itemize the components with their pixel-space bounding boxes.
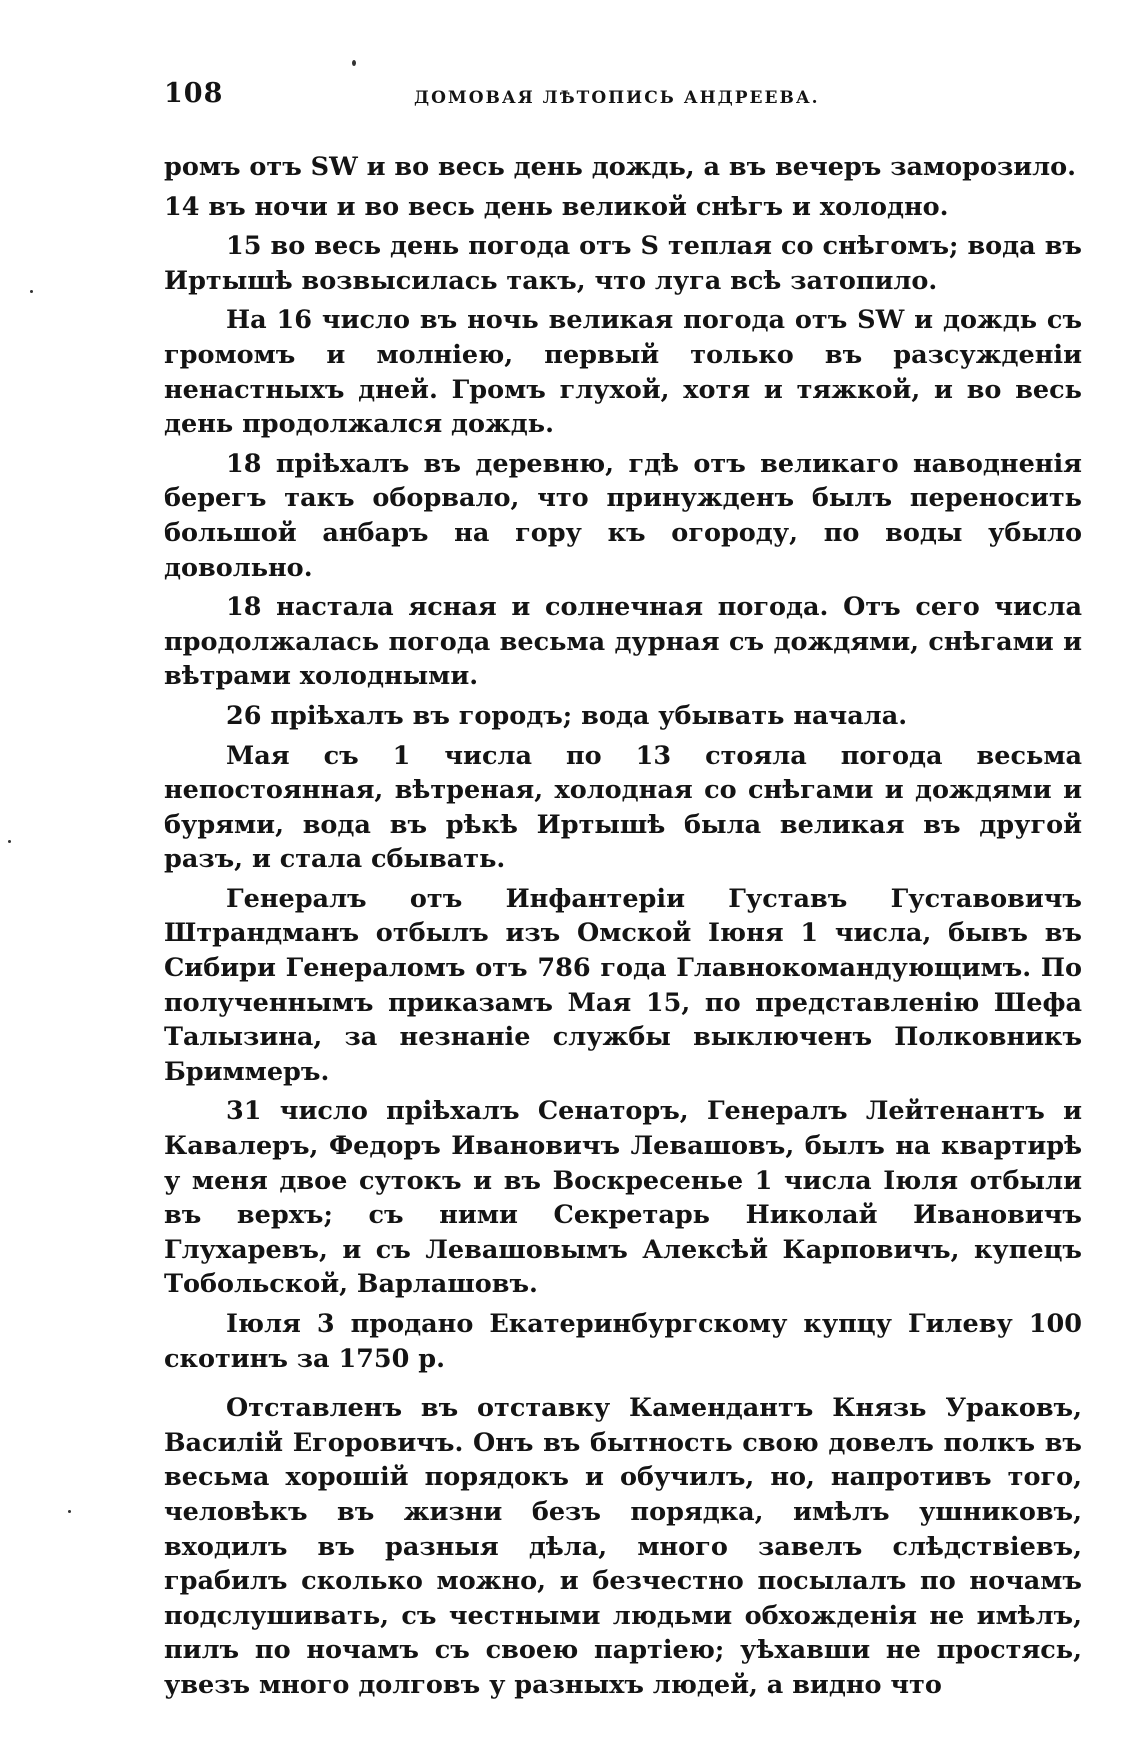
- speck-mark: [68, 1510, 71, 1513]
- page-number: 108: [164, 78, 224, 109]
- paragraph: Генералъ отъ Инфантеріи Густавъ Густавовичъ Штрандманъ отбылъ изъ Омской Іюня 1 числа, бывъ въ Сибири Генераломъ отъ 786 года Главнокомандующимъ. По полученнымъ приказамъ Мая 15, по представленію Шефа Талызина, за незнаніе службы выключенъ Полковникъ Бриммеръ.: [164, 883, 1082, 1087]
- paragraph: На 16 число въ ночь великая погода отъ SW и дождь съ громомъ и молніею, первый только въ разсужденіи ненастныхъ дней. Громъ глухой, хотя и тяжкой, и во весь день продолжался дождь.: [164, 305, 1082, 440]
- paragraph: 14 въ ночи и во весь день великой снѣгъ и холодно.: [164, 191, 949, 222]
- speck-mark: [352, 60, 356, 66]
- speck-mark: [30, 290, 33, 293]
- page-header: [164, 78, 1084, 118]
- paragraph: 18 настала ясная и солнечная погода. Отъ сего числа продолжалась погода весьма дурная съ дождями, снѣгами и вѣтрами холодными.: [164, 592, 1082, 692]
- paragraph: Отставленъ въ отставку Камендантъ Князь Ураковъ, Василій Егоровичъ. Онъ въ бытность свою довелъ полкъ въ весьма хорошій порядокъ и обучилъ, но, напротивъ того, человѣкъ въ жизни безъ порядка, имѣлъ ушниковъ, входилъ въ разныя дѣла, много завелъ слѣдствіевъ, грабилъ сколько можно, и безчестно посылалъ по ночамъ подслушивать, съ честными людьми обхожденія не имѣлъ, пилъ по ночамъ съ своею партіею; уѣхавши не простясь, увезъ много долговъ у разныхъ людей, а видно что: [164, 1393, 1082, 1700]
- paragraph: 15 во весь день погода отъ S теплая со снѣгомъ; вода въ Иртышѣ возвысилась такъ, что луга всѣ затопило.: [164, 231, 1082, 296]
- body-text: [164, 150, 1082, 1708]
- paragraph: 18 пріѣхалъ въ деревню, гдѣ отъ великаго наводненія берегъ такъ оборвало, что принужденъ былъ переносить большой анбаръ на гору къ огороду, по воды убыло довольно.: [164, 448, 1082, 583]
- paragraph: Іюля 3 продано Екатеринбургскому купцу Гилеву 100 скотинъ за 1750 р.: [164, 1309, 1082, 1374]
- paragraph: Мая съ 1 числа по 13 стояла погода весьма непостоянная, вѣтреная, холодная со снѣгами и дождями и бурями, вода въ рѣкѣ Иртышѣ была великая въ другой разъ, и стала сбывать.: [164, 740, 1082, 875]
- running-title: ДОМОВАЯ ЛѢТОПИСЬ АНДРЕЕВА.: [414, 88, 820, 108]
- paragraph: ромъ отъ SW и во весь день дождь, а въ вечеръ заморозило.: [164, 152, 1077, 182]
- paragraph: 26 пріѣхалъ въ городъ; вода убывать начала.: [226, 700, 908, 731]
- paragraph: 31 число пріѣхалъ Сенаторъ, Генералъ Лейтенантъ и Кавалеръ, Федоръ Ивановичъ Левашовъ, былъ на квартирѣ у меня двое сутокъ и въ Воскресенье 1 числа Іюля отбыли въ верхъ; съ ними Секретарь Николай Ивановичъ Глухаревъ, и съ Левашовымъ Алексѣй Карповичъ, купецъ Тобольской, Варлашовъ.: [164, 1096, 1082, 1300]
- speck-mark: [8, 840, 11, 843]
